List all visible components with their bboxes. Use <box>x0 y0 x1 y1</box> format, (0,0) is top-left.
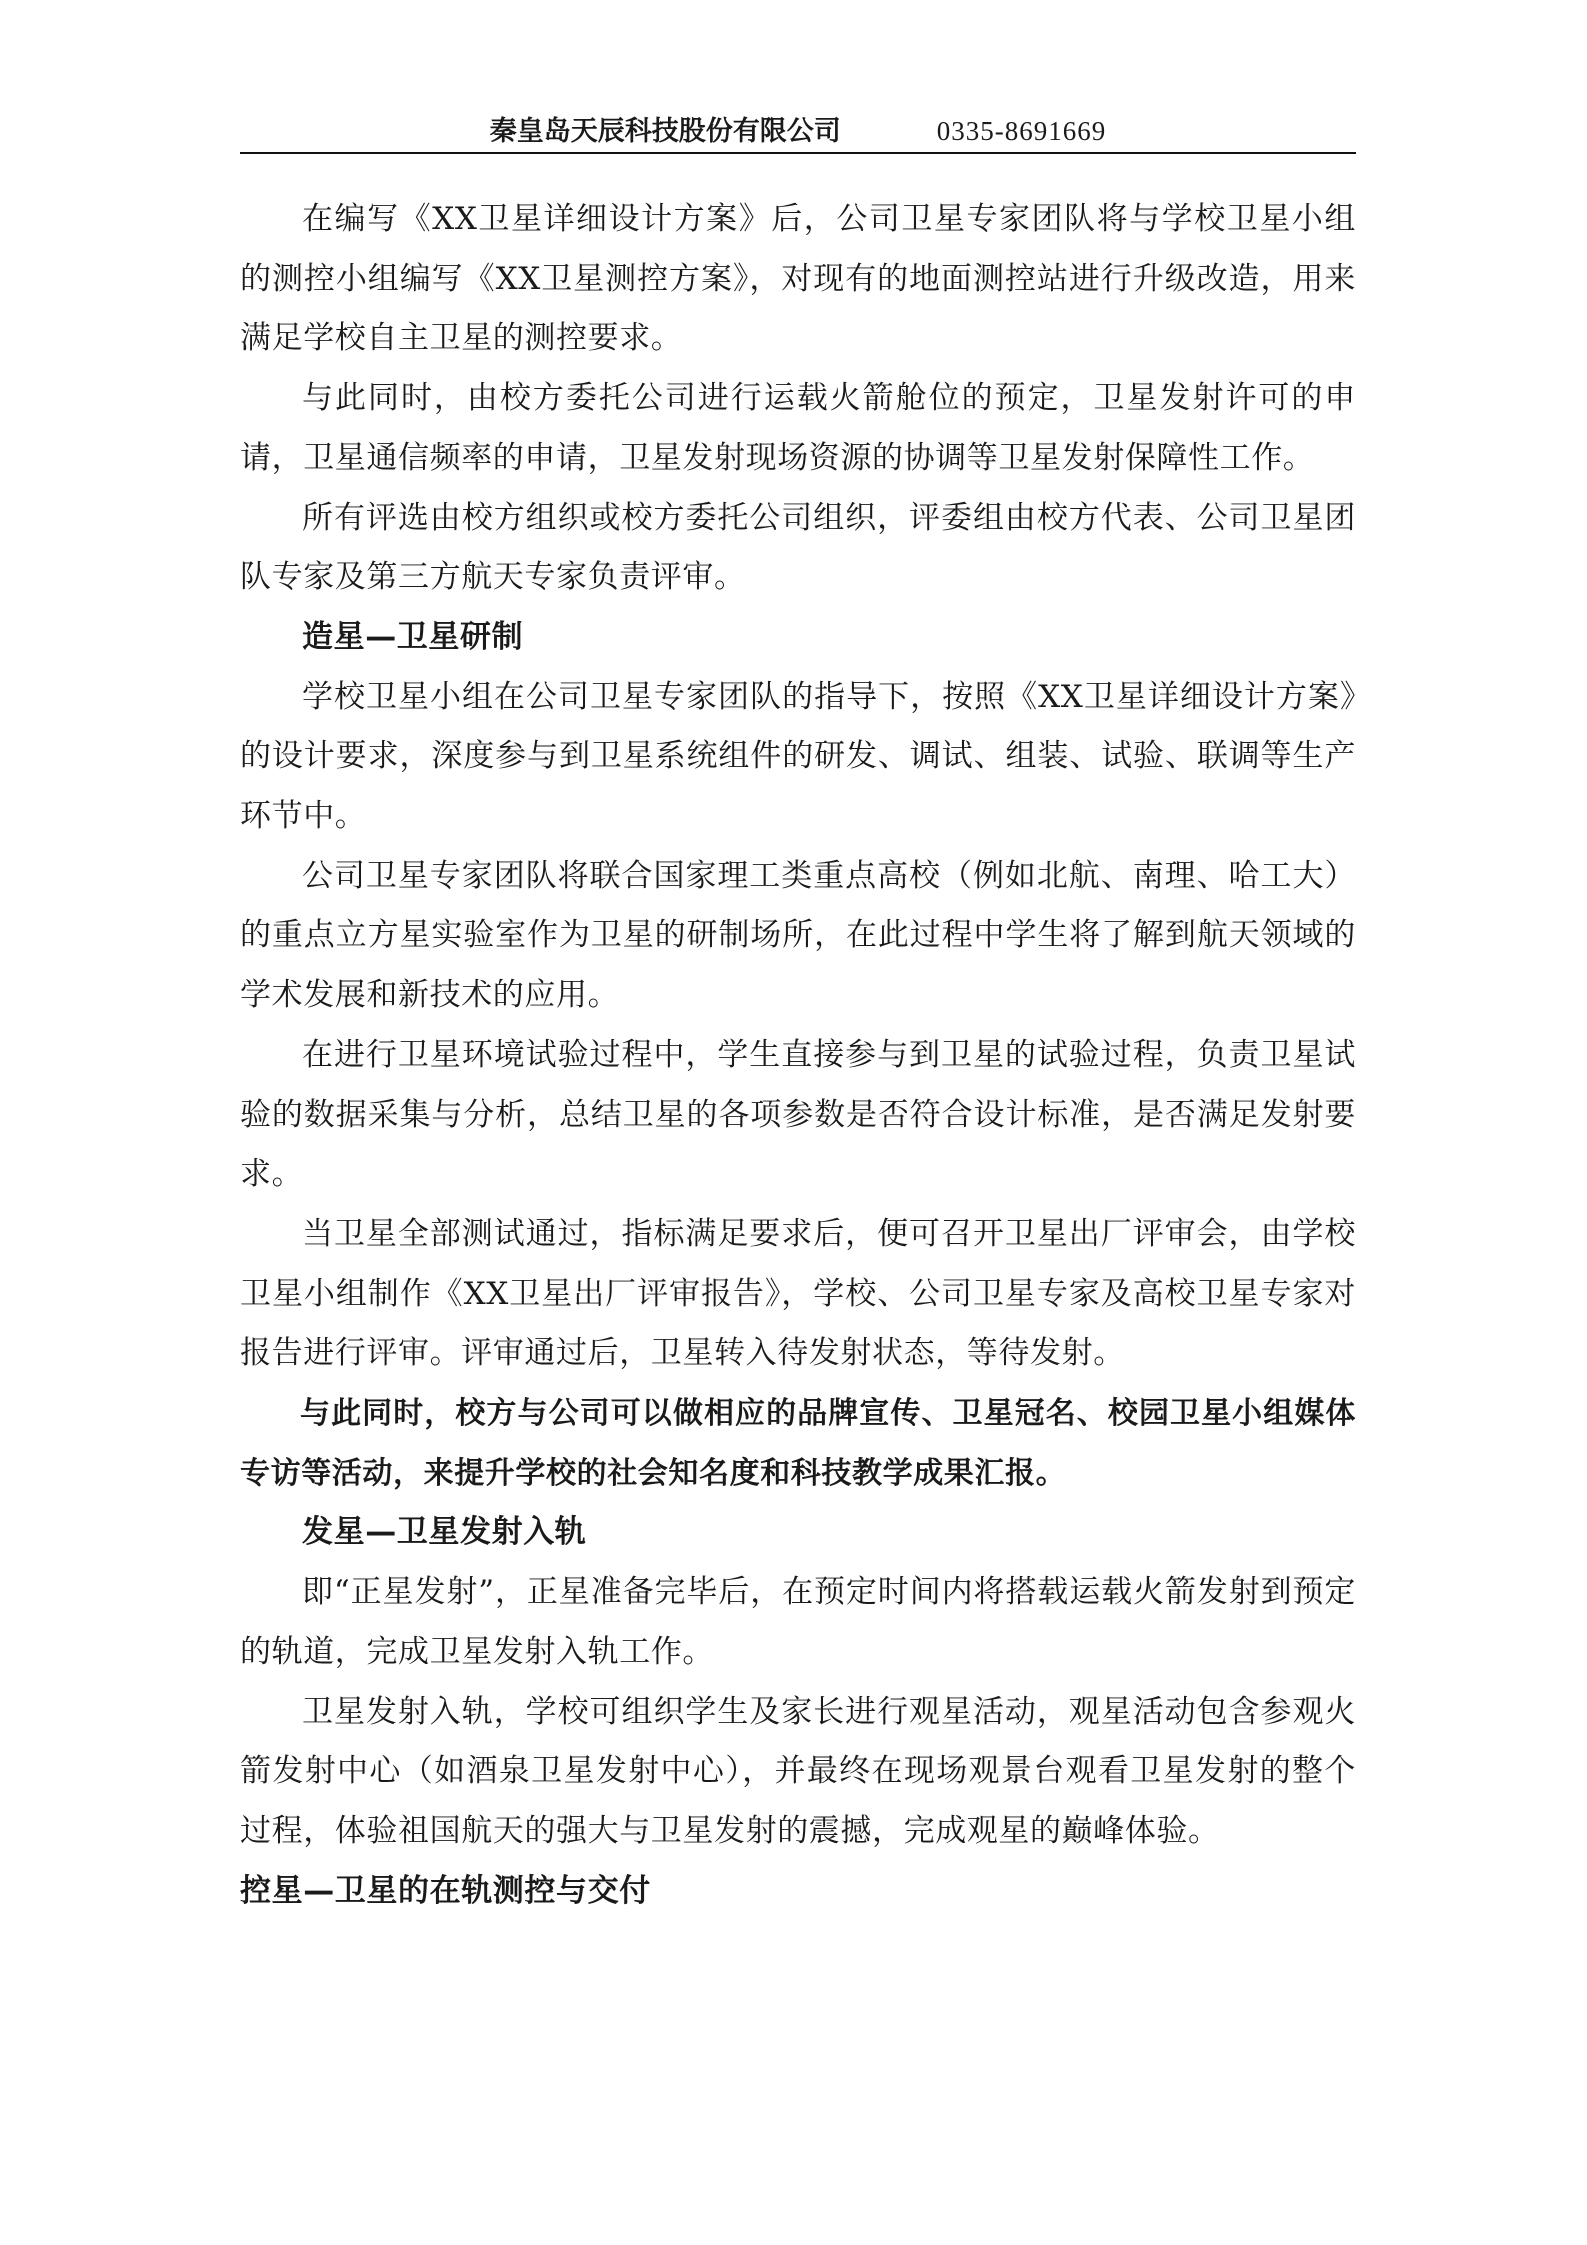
paragraph-design-plan: 在编写《XX卫星详细设计方案》后，公司卫星专家团队将与学校卫星小组的测控小组编写《XX卫星测控方案》，对现有的地面测控站进行升级改造，用来满足学校自主卫星的测控要求。 <box>240 201 1356 357</box>
paragraph-launch-support: 与此同时，由校方委托公司进行运载火箭舱位的预定，卫星发射许可的申请，卫星通信频率的申请，卫星发射现场资源的协调等卫星发射保障性工作。 <box>240 380 1356 476</box>
document-body <box>240 190 1356 1921</box>
heading-launch-satellite: 发星—卫星发射入轨 <box>302 1514 587 1551</box>
paragraph-environment-test: 在进行卫星环境试验过程中，学生直接参与到卫星的试验过程，负责卫星试验的数据采集与分析，总结卫星的各项参数是否符合设计标准，是否满足发射要求。 <box>240 1036 1356 1193</box>
paragraph-university-lab: 公司卫星专家团队将联合国家理工类重点高校（例如北航、南理、哈工大）的重点立方星实验室作为卫星的研制场所，在此过程中学生将了解到航天领域的学术发展和新技术的应用。 <box>240 857 1356 1014</box>
paragraph-launch-orbit: 即“正星发射”，正星准备完毕后，在预定时间内将搭载运载火箭发射到预定的轨道，完成卫星发射入轨工作。 <box>240 1574 1356 1670</box>
paragraph-watch-launch: 卫星发射入轨，学校可组织学生及家长进行观星活动，观星活动包含参观火箭发射中心（如酒泉卫星发射中心），并最终在现场观景台观看卫星发射的整个过程，体验祖国航天的强大与卫星发射的震撼，完成观星的巅峰体验。 <box>240 1693 1356 1849</box>
company-phone: 0335-8691669 <box>936 116 1107 146</box>
paragraph-factory-review: 当卫星全部测试通过，指标满足要求后，便可召开卫星出厂评审会，由学校卫星小组制作《XX卫星出厂评审报告》，学校、公司卫星专家及高校卫星专家对报告进行评审。评审通过后，卫星转入待发射状态，等待发射。 <box>240 1215 1356 1372</box>
paragraph-student-participation: 学校卫星小组在公司卫星专家团队的指导下，按照《XX卫星详细设计方案》的设计要求，深度参与到卫星系统组件的研发、调试、组装、试验、联调等生产环节中。 <box>240 678 1356 835</box>
heading-control-satellite: 控星—卫星的在轨测控与交付 <box>240 1872 651 1909</box>
heading-build-satellite: 造星—卫星研制 <box>302 618 524 655</box>
paragraph-brand-promotion: 与此同时，校方与公司可以做相应的品牌宣传、卫星冠名、校园卫星小组媒体专访等活动，来提升学校的社会知名度和科技教学成果汇报。 <box>240 1396 1356 1491</box>
page-header <box>240 108 1356 154</box>
paragraph-review-panel: 所有评选由校方组织或校方委托公司组织，评委组由校方代表、公司卫星团队专家及第三方航天专家负责评审。 <box>240 499 1356 596</box>
company-name: 秦皇岛天辰科技股份有限公司 <box>489 116 841 147</box>
